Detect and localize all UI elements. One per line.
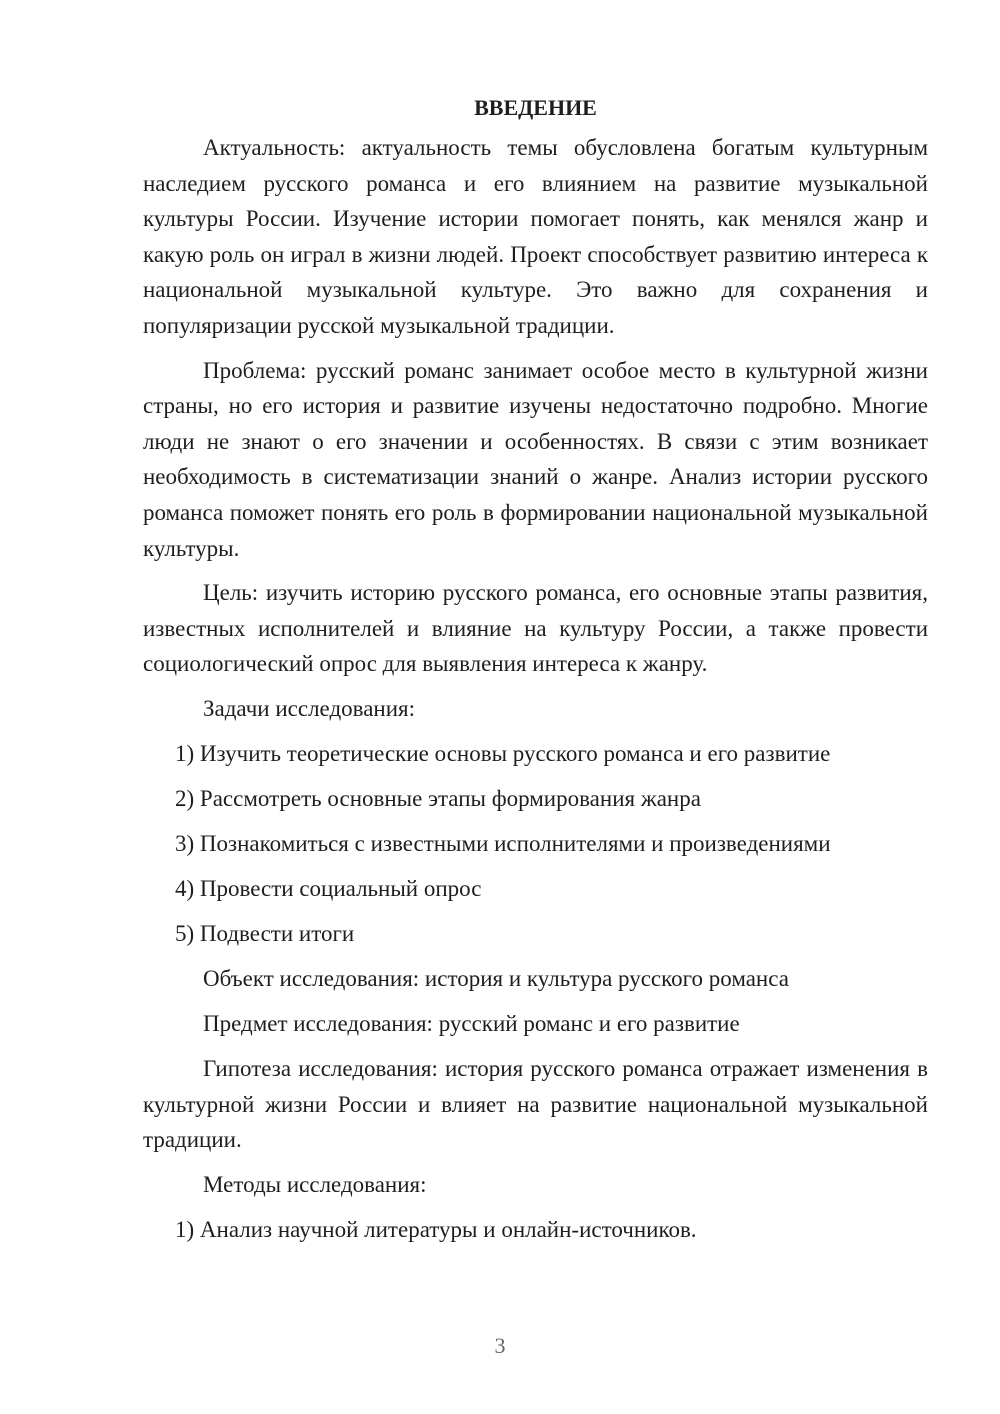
task-item: 3) Познакомиться с известными исполнителями и произведениями bbox=[175, 830, 831, 856]
tasks-title: Задачи исследования: bbox=[203, 695, 416, 721]
research-object: Объект исследования: история и культура русского романса bbox=[203, 965, 789, 991]
research-subject: Предмет исследования: русский романс и его развитие bbox=[203, 1010, 740, 1036]
method-item: 1) Анализ научной литературы и онлайн-источников. bbox=[175, 1216, 697, 1242]
task-item: 1) Изучить теоретические основы русского романса и его развитие bbox=[175, 740, 831, 766]
relevance-paragraph: Актуальность: актуальность темы обусловлена богатым культурным наследием русского романса и его влиянием на развитие музыкальной культуры России. Изучение истории помогает понять, как менялся жанр и какую роль он играл в жизни людей. Проект способствует развитию интереса к национальной музыкальной культуре. Это важно для сохранения и популяризации русской музыкальной традиции. bbox=[143, 135, 928, 338]
section-heading: ВВЕДЕНИЕ bbox=[474, 95, 597, 120]
hypothesis-paragraph: Гипотеза исследования: история русского романса отражает изменения в культурной жизни России и влияет на развитие национальной музыкальной традиции. bbox=[143, 1055, 928, 1153]
goal-paragraph: Цель: изучить историю русского романса, его основные этапы развития, известных исполнителей и влияние на культуру России, а также провести социологический опрос для выявления интереса к жанру. bbox=[143, 580, 928, 677]
methods-title: Методы исследования: bbox=[203, 1171, 427, 1197]
page-number: 3 bbox=[494, 1333, 506, 1358]
task-item: 5) Подвести итоги bbox=[175, 920, 355, 946]
task-item: 2) Рассмотреть основные этапы формирования жанра bbox=[175, 785, 701, 811]
document-page bbox=[143, 94, 928, 1257]
task-item: 4) Провести социальный опрос bbox=[175, 875, 482, 901]
problem-paragraph: Проблема: русский романс занимает особое место в культурной жизни страны, но его история и развитие изучены недостаточно подробно. Многие люди не знают о его значении и особенностях. В связи с этим возникает необходимость в систематизации знаний о жанре. Анализ истории русского романса поможет понять его роль в формировании национальной музыкальной культуры. bbox=[143, 357, 928, 561]
